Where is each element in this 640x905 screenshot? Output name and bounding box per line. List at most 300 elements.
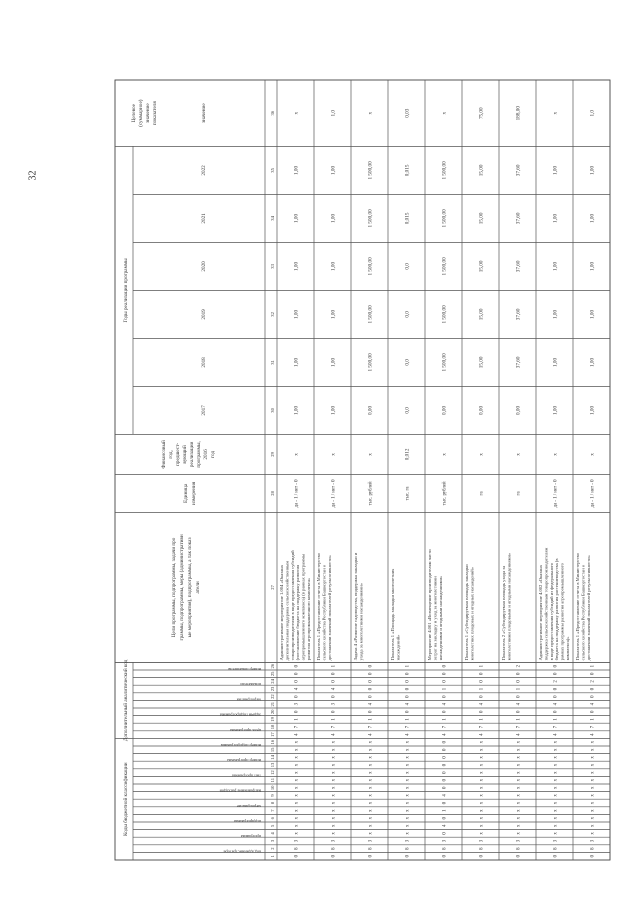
year-header: 2018	[201, 357, 207, 368]
code-cell: 0	[442, 710, 448, 714]
code-cell: х	[294, 748, 300, 752]
column-number: 32	[270, 312, 275, 317]
code-cell: х	[368, 832, 374, 835]
code-cell: 8	[553, 847, 559, 850]
code-subheader: подпрограмма	[234, 819, 261, 824]
code-cell: х	[553, 816, 559, 820]
code-cell: 0	[405, 854, 411, 858]
code-cell: х	[516, 771, 522, 774]
code-cell: х	[553, 748, 559, 752]
column-number: 5	[270, 824, 275, 827]
code-cell: х	[405, 778, 411, 782]
code-cell: х	[368, 740, 374, 744]
row-year-value: 1 500,00	[441, 257, 448, 276]
row-year-value: 0,00	[441, 405, 448, 415]
code-cell: 0	[442, 786, 448, 790]
row-description: бюджета на поддержку развития растениеводства (в	[554, 558, 560, 661]
row-year-value: 1,00	[552, 357, 559, 367]
column-number: 36	[270, 110, 275, 116]
code-cell: х	[479, 801, 485, 805]
code-cell: х	[294, 801, 300, 805]
code-cell: х	[590, 748, 596, 752]
code-cell: х	[368, 756, 374, 759]
row-description: насаждений»	[395, 634, 401, 661]
code-subheader: показатели	[240, 682, 261, 688]
code-cell: 0	[368, 680, 374, 683]
row-base-value: х	[515, 453, 522, 456]
code-cell: х	[331, 809, 337, 812]
row-year-value: 0,0	[404, 311, 411, 318]
code-cell: х	[405, 771, 411, 774]
header-base-label: год	[210, 450, 216, 458]
header-base-label: вующий	[182, 445, 188, 464]
row-year-value: 1,00	[330, 165, 337, 175]
code-cell: 0	[331, 710, 337, 714]
code-cell: х	[590, 778, 596, 782]
column-number: 15	[270, 747, 275, 753]
code-cell: х	[590, 824, 596, 828]
code-cell: 3	[331, 702, 337, 706]
code-cell: х	[405, 763, 411, 767]
code-cell: 3	[590, 839, 596, 843]
code-cell: 1	[405, 718, 411, 721]
code-subheader: программа	[240, 834, 261, 840]
code-cell: 0	[516, 680, 522, 683]
code-cell: 4	[553, 702, 559, 706]
code-cell: х	[368, 824, 374, 828]
row-year-value: 1 500,00	[441, 209, 448, 228]
code-cell: 0	[516, 695, 522, 698]
code-cell: х	[553, 824, 559, 828]
code-cell: 1	[479, 718, 485, 721]
code-cell: х	[405, 809, 411, 812]
row-description: Показатель 1 «Предоставление отчета в Министерство	[575, 553, 580, 661]
code-cell: 4	[294, 687, 300, 691]
code-cell: 0	[479, 672, 485, 676]
code-cell: 0	[590, 672, 596, 676]
code-cell: х	[590, 771, 596, 774]
code-cell: 1	[442, 687, 448, 691]
row-total-value: 1,0	[589, 109, 596, 117]
code-cell: 1	[479, 664, 485, 668]
code-cell: х	[368, 778, 374, 782]
code-cell: х	[294, 794, 300, 797]
code-cell: 7	[331, 725, 337, 729]
year-header: 2017	[201, 405, 207, 416]
row-total-value: х	[552, 111, 559, 115]
code-cell: 2	[516, 664, 522, 668]
code-cell: 0	[479, 695, 485, 698]
code-cell: 3	[516, 839, 522, 843]
code-cell: 0	[553, 854, 559, 858]
code-cell: х	[516, 763, 522, 767]
code-cell: х	[331, 794, 337, 797]
row-year-value: 0,015	[404, 164, 411, 177]
code-cell: х	[331, 801, 337, 805]
code-cell: х	[590, 794, 596, 797]
code-cell: х	[516, 756, 522, 759]
column-number: 35	[270, 168, 275, 173]
row-year-value: 1,00	[589, 309, 596, 319]
row-description: агропромышленного комплекса) (в рамках программы	[300, 553, 306, 661]
row-total-value: х	[441, 111, 448, 115]
row-description: сельского хозяйства Республики Башкортостан о	[321, 564, 327, 661]
column-number: 11	[270, 777, 275, 783]
year-header: 2020	[201, 261, 207, 272]
header-base-label: 2016	[203, 449, 209, 460]
header-base-label: Финансовый	[161, 440, 167, 469]
code-cell: х	[590, 816, 596, 820]
row-year-value: 1,00	[293, 309, 300, 319]
code-cell: х	[479, 778, 485, 782]
row-year-value: 1,00	[552, 213, 559, 223]
header-years-label: Годы реализации программы	[123, 258, 129, 323]
code-cell: х	[516, 740, 522, 744]
code-subheader: направление расходов	[219, 788, 261, 794]
code-cell: 0	[294, 672, 300, 676]
code-cell: х	[516, 809, 522, 812]
header-total-label: (суммарное)	[138, 99, 144, 127]
header-total-label: показателя	[152, 101, 158, 126]
row-unit: да - 1 / нет - 0	[294, 479, 300, 508]
column-number: 31	[270, 360, 275, 365]
code-cell: х	[368, 816, 374, 820]
code-cell: х	[405, 801, 411, 805]
code-cell: х	[368, 801, 374, 805]
code-cell: х	[368, 786, 374, 790]
row-total-value: 75,00	[478, 107, 485, 120]
column-number: 1	[270, 855, 275, 858]
code-cell: 1	[368, 718, 374, 721]
code-cell: х	[368, 809, 374, 812]
row-base-value: х	[367, 453, 374, 456]
row-unit: тыс. рублей	[442, 481, 448, 506]
code-cell: 0	[331, 672, 337, 676]
row-description: поддержка сельскохозяйственным товаропроизводителям	[543, 547, 549, 661]
header-kbk-label: Коды бюджетной классификации	[123, 762, 129, 836]
column-number: 7	[270, 809, 275, 812]
column-number: 3	[270, 839, 275, 843]
code-cell: 4	[590, 702, 596, 706]
code-cell: 0	[590, 854, 596, 858]
column-number: 30	[270, 408, 275, 413]
code-cell: 8	[368, 847, 374, 850]
code-subheader: цель программы	[230, 727, 261, 733]
code-cell: 0	[294, 664, 300, 668]
code-cell: 0	[590, 695, 596, 698]
code-subheader: номер подпрограммы	[220, 743, 261, 748]
column-number: 21	[270, 701, 275, 707]
code-cell: х	[590, 740, 596, 744]
code-cell: 7	[368, 725, 374, 729]
row-description: комплекса)»	[565, 636, 570, 661]
code-cell: 4	[442, 702, 448, 706]
column-number: 19	[270, 717, 275, 722]
row-unit: тыс. рублей	[368, 481, 374, 506]
code-cell: 1	[405, 664, 411, 668]
code-cell: х	[294, 740, 300, 744]
code-cell: 3	[294, 702, 300, 706]
code-cell: 0	[294, 695, 300, 698]
code-cell: 0	[442, 832, 448, 835]
code-cell: 0	[442, 778, 448, 782]
code-cell: 3	[442, 839, 448, 843]
code-cell: 0	[590, 710, 596, 714]
code-cell: 0	[479, 710, 485, 714]
code-cell: 0	[442, 695, 448, 698]
code-cell: 3	[294, 839, 300, 843]
code-cell: 7	[479, 725, 485, 729]
code-cell: х	[405, 816, 411, 820]
column-number: 33	[270, 264, 275, 269]
code-cell: 0	[442, 771, 448, 774]
row-year-value: 0,0	[404, 407, 411, 414]
code-cell: 7	[294, 725, 300, 729]
row-year-value: 1,00	[330, 261, 337, 271]
code-cell: 0	[590, 687, 596, 691]
code-cell: х	[294, 756, 300, 759]
code-cell: 0	[442, 801, 448, 805]
code-cell: х	[405, 786, 411, 790]
row-year-value: 15,00	[478, 356, 485, 369]
code-cell: 1	[590, 664, 596, 668]
code-cell: 0	[405, 710, 411, 714]
column-number: 18	[270, 724, 275, 730]
code-cell: 8	[442, 847, 448, 850]
row-year-value: 1,00	[293, 213, 300, 223]
row-base-value: х	[441, 453, 448, 456]
column-number: 16	[270, 739, 275, 745]
code-cell: х	[516, 794, 522, 797]
code-cell: 8	[516, 847, 522, 850]
column-number: 12	[270, 770, 275, 775]
code-cell: 0	[405, 695, 411, 698]
code-cell: 2	[590, 680, 596, 683]
row-base-value: х	[330, 453, 337, 456]
code-cell: 4	[516, 702, 522, 706]
code-cell: х	[590, 786, 596, 790]
row-year-value: 1 500,00	[441, 161, 448, 180]
column-number: 8	[270, 801, 275, 805]
code-cell: 3	[368, 839, 374, 843]
row-year-value: 0,00	[515, 405, 522, 415]
row-year-value: 1,00	[330, 405, 337, 415]
code-cell: х	[331, 786, 337, 790]
year-header: 2021	[201, 213, 207, 224]
code-cell: х	[294, 824, 300, 828]
code-cell: х	[553, 778, 559, 782]
code-cell: х	[553, 832, 559, 835]
row-year-value: 1 500,00	[367, 209, 374, 228]
row-unit: да - 1 / нет - 0	[331, 479, 337, 508]
code-cell: 0	[553, 710, 559, 714]
row-unit: да - 1 / нет - 0	[590, 479, 596, 508]
code-cell: х	[331, 778, 337, 782]
code-cell: 0	[331, 854, 337, 858]
code-cell: х	[405, 794, 411, 797]
row-total-value: 1,0	[330, 109, 337, 117]
code-cell: 0	[331, 680, 337, 683]
row-description: Показатель 1 «Субсидируемая площадь закладки	[464, 564, 469, 661]
row-description: дополнительная поддержка сельскохозяйственным	[284, 560, 290, 661]
column-number: 20	[270, 709, 275, 715]
code-cell: х	[331, 824, 337, 828]
header-base-label: год,	[168, 450, 174, 459]
code-cell: х	[368, 771, 374, 774]
row-year-value: 15,00	[478, 260, 485, 273]
row-description: насаждениями и ягодными насаждениями»	[437, 575, 443, 661]
row-year-value: 1,00	[589, 165, 596, 175]
row-description: рамках программы развития агропромышленного	[559, 563, 565, 661]
code-cell: х	[479, 786, 485, 790]
row-year-value: 0,0	[404, 359, 411, 366]
row-description: Мероприятие 4.001 «Возмещение производителям части	[427, 549, 432, 661]
code-cell: х	[331, 816, 337, 820]
row-description: Показатель 1 «Площадь закладки многолетних	[390, 568, 395, 661]
row-description: затрат на закладку и уход за многолетними	[432, 576, 438, 661]
row-description: Административное мероприятие 4.002 «Оказана	[538, 565, 543, 661]
code-cell: х	[405, 740, 411, 744]
column-number: 13	[270, 762, 275, 768]
header-goals-label-2: граммы, подпрограммы, меры (административн	[179, 534, 185, 641]
header-analytic-label: Дополнительный аналитический код	[123, 659, 129, 742]
row-year-value: 1,00	[330, 213, 337, 223]
table-rotated-group	[115, 80, 610, 860]
row-description: сельского хозяйства Республики Башкортостан о	[580, 564, 586, 661]
code-cell: 7	[405, 725, 411, 729]
column-number: 26	[270, 663, 275, 669]
code-cell: х	[590, 832, 596, 835]
code-cell: 0	[442, 854, 448, 858]
header-goals-label: Цели программы, подпрограммы, задачи про	[171, 537, 177, 638]
row-base-value: х	[478, 453, 485, 456]
code-cell: 4	[479, 702, 485, 706]
row-description: ухода за многолетними насаждениями»	[358, 582, 364, 661]
code-cell: 0	[553, 672, 559, 676]
code-cell: 0	[442, 748, 448, 752]
column-number: 29	[270, 452, 275, 457]
code-cell: 0	[368, 687, 374, 691]
code-cell: 3	[479, 839, 485, 843]
code-cell: х	[479, 748, 485, 752]
code-cell: 4	[331, 687, 337, 691]
code-cell: 4	[405, 702, 411, 706]
code-cell: х	[331, 763, 337, 767]
code-cell: 0	[553, 664, 559, 668]
row-base-value: 0,012	[404, 448, 411, 461]
code-cell: 1	[516, 718, 522, 721]
row-description: многолетних плодовых и ягодных насаждений»	[469, 566, 475, 661]
code-subheader: мероприятия	[236, 697, 261, 703]
row-total-value: 188,00	[515, 106, 522, 121]
year-header: 2022	[201, 165, 207, 176]
row-base-value: х	[552, 453, 559, 456]
code-cell: 4	[368, 702, 374, 706]
row-unit: га	[479, 491, 485, 496]
code-cell: 8	[479, 847, 485, 850]
code-cell: х	[590, 756, 596, 759]
code-cell: х	[294, 786, 300, 790]
code-cell: х	[331, 756, 337, 759]
code-cell: х	[294, 816, 300, 820]
code-cell: х	[331, 771, 337, 774]
row-description: достижении значений показателей результативности»	[585, 555, 591, 661]
row-year-value: 1,00	[552, 165, 559, 175]
code-cell: 0	[405, 680, 411, 683]
code-cell: 0	[331, 695, 337, 698]
row-unit: тыс. га	[405, 486, 411, 501]
header-base-label: реализации	[189, 441, 195, 468]
code-cell: 7	[553, 725, 559, 729]
code-cell: х	[516, 786, 522, 790]
row-year-value: 1,00	[552, 405, 559, 415]
row-description: Показатель 1 «Предоставление отчета в Министерство	[316, 553, 321, 661]
row-year-value: 37,60	[515, 308, 522, 321]
code-cell: 4	[553, 733, 559, 736]
code-cell: х	[331, 748, 337, 752]
code-cell: х	[479, 756, 485, 759]
code-cell: 0	[553, 695, 559, 698]
code-cell: х	[553, 794, 559, 797]
row-total-value: х	[293, 111, 300, 115]
code-cell: х	[479, 832, 485, 835]
column-number: 14	[270, 755, 275, 760]
code-cell: 3	[331, 839, 337, 843]
code-cell: х	[553, 809, 559, 812]
code-cell: х	[590, 809, 596, 812]
row-year-value: 1 500,00	[367, 161, 374, 180]
column-number: 24	[270, 679, 275, 684]
header-unit-label-2: измерения	[191, 481, 197, 505]
row-year-value: 1,00	[293, 261, 300, 271]
header-goals-label-3: ые мероприятия), подпрограммы, а так показ	[187, 537, 193, 638]
code-cell: 4	[442, 733, 448, 736]
row-year-value: 37,60	[515, 212, 522, 225]
code-cell: 4	[405, 733, 411, 736]
code-cell: 7	[516, 725, 522, 729]
row-description: многолетними плодовыми и ягодными насаждениями»	[506, 552, 512, 661]
code-cell: х	[405, 756, 411, 759]
header-goals-label-4: атели	[195, 581, 201, 594]
code-cell: 0	[442, 756, 448, 759]
row-year-value: 1,00	[589, 357, 596, 367]
column-number: 34	[270, 216, 275, 221]
code-subheader: мероприятие	[236, 803, 261, 809]
code-cell: 8	[331, 847, 337, 850]
code-cell: х	[331, 740, 337, 744]
row-year-value: 1,00	[589, 405, 596, 415]
code-cell: 3	[405, 839, 411, 843]
code-cell: х	[294, 778, 300, 782]
row-year-value: 1,00	[552, 309, 559, 319]
row-description: Задача 4 «Развитие садоводства, поддержка закладки и	[353, 552, 358, 661]
code-cell: 4	[479, 733, 485, 736]
row-year-value: 1,00	[293, 405, 300, 415]
code-cell: 1	[442, 718, 448, 721]
row-year-value: 15,00	[478, 308, 485, 321]
code-cell: х	[479, 763, 485, 767]
code-cell: 4	[294, 733, 300, 736]
code-cell: 4	[442, 794, 448, 797]
row-year-value: 37,60	[515, 164, 522, 177]
row-year-value: 1,00	[589, 261, 596, 271]
code-cell: х	[294, 763, 300, 767]
column-number: 23	[270, 686, 275, 692]
row-year-value: 37,60	[515, 356, 522, 369]
row-base-value: х	[293, 453, 300, 456]
code-cell: 0	[368, 710, 374, 714]
code-cell: 1	[294, 718, 300, 721]
